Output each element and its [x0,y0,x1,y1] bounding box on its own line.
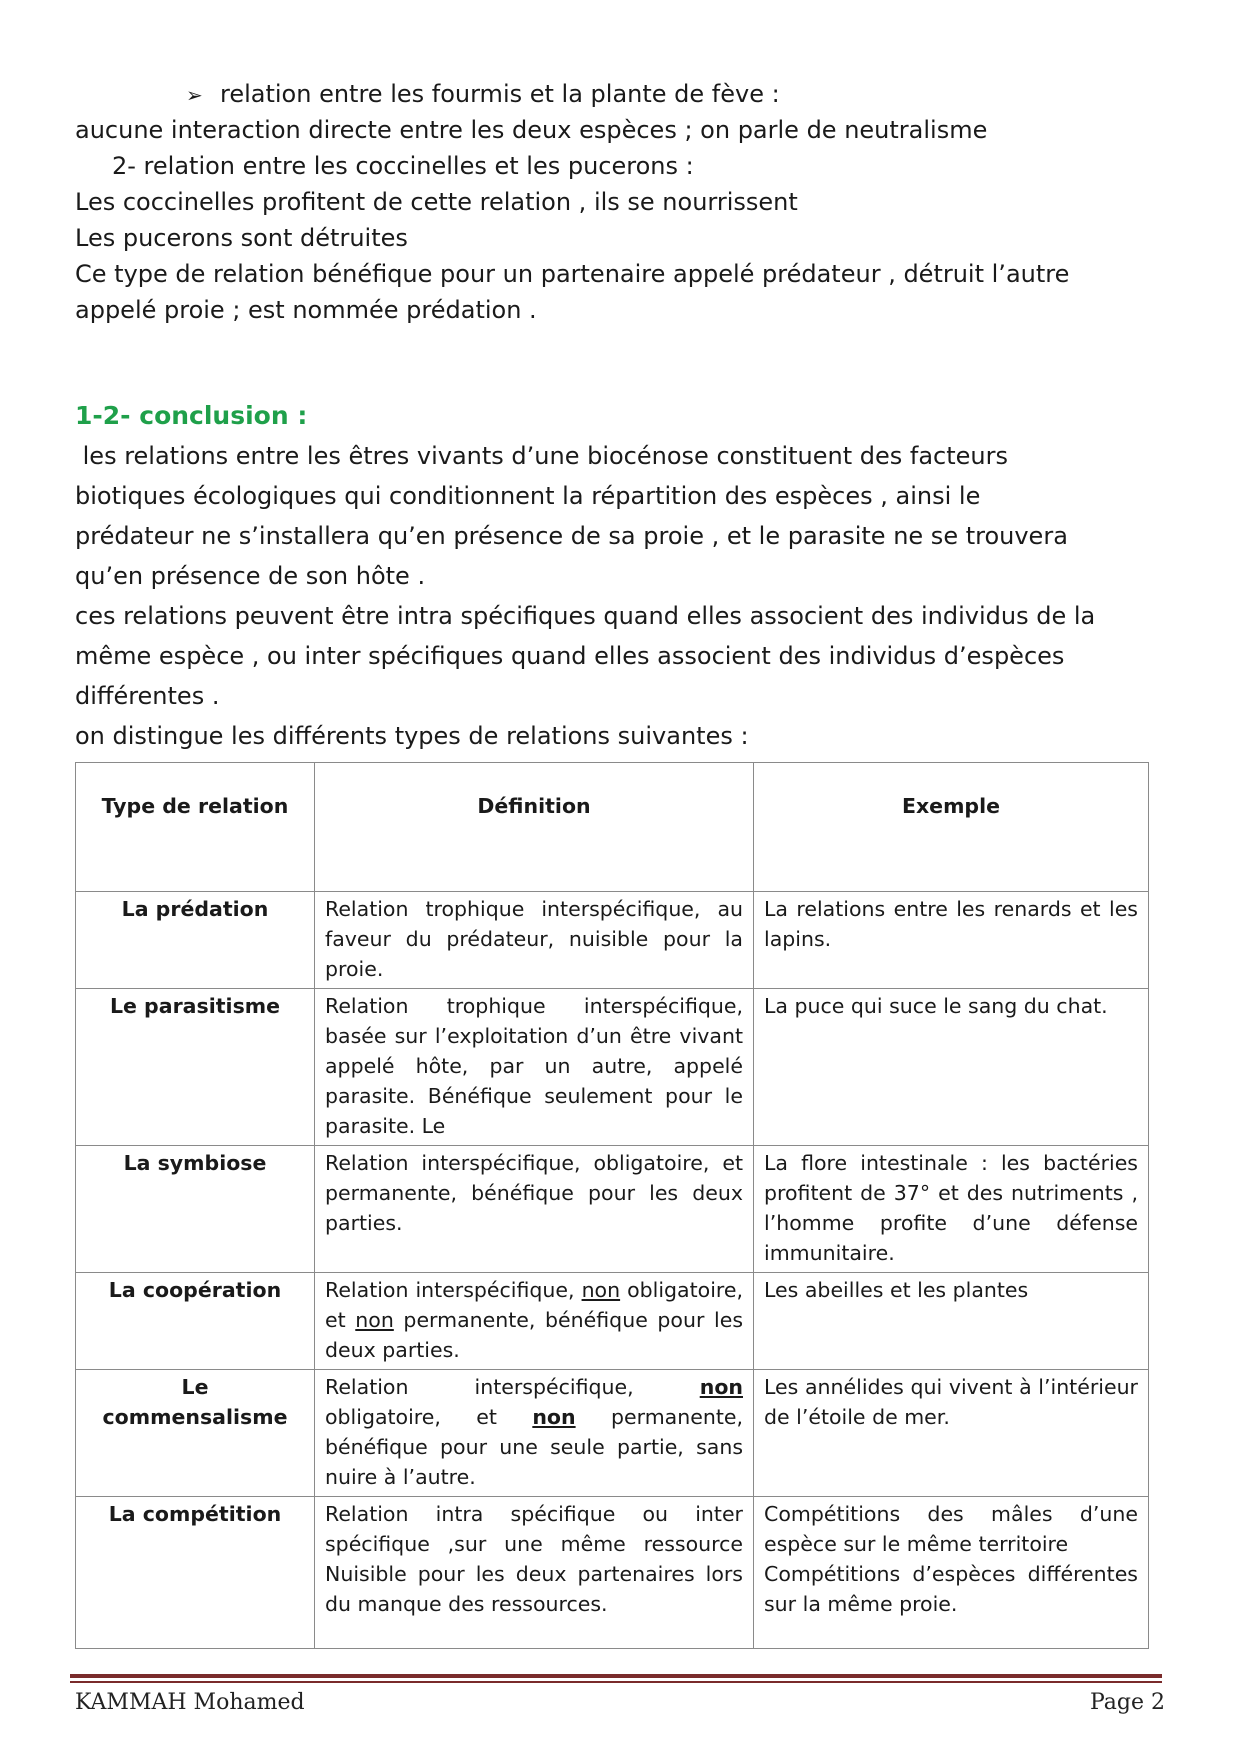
intro-line-3: 2- relation entre les coccinelles et les pucerons : [112,152,694,180]
footer-author: KAMMAH Mohamed [75,1690,305,1715]
conclusion-line-5: ces relations peuvent être intra spécifiques quand elles associent des individus de la [75,602,1096,630]
conclusion-line-4: qu’en présence de son hôte . [75,562,426,590]
row-definition: Relation trophique interspécifique, au faveur du prédateur, nuisible pour la proie. [315,892,754,989]
conclusion-line-1: les relations entre les êtres vivants d’une biocénose constituent des facteurs [75,442,1008,470]
row-example: La relations entre les renards et les lapins. [754,892,1149,989]
intro-line-4: Les coccinelles profitent de cette relation , ils se nourrissent [75,188,798,216]
def-part: Relation interspécifique, [325,1375,700,1399]
row-definition: Relation trophique interspécifique, basée sur l’exploitation d’un être vivant appelé hôte, par un autre, appelé parasite. Bénéfique seulement pour le parasite. Le [315,989,754,1146]
relations-table [75,762,1149,1649]
row-type: Le commensalisme [76,1370,315,1497]
conclusion-line-6: même espèce , ou inter spécifiques quand elles associent des individus d’espèces [75,642,1065,670]
conclusion-heading: 1-2- conclusion : [75,401,308,430]
row-example: La flore intestinale : les bactéries profitent de 37° et des nutriments , l’homme profite d’une défense immunitaire. [754,1146,1149,1273]
row-type: La symbiose [76,1146,315,1273]
intro-line-6: Ce type de relation bénéfique pour un partenaire appelé prédateur , détruit l’autre [75,260,1070,288]
row-example: Les abeilles et les plantes [754,1273,1149,1370]
non-word: non [355,1308,394,1332]
def-part: Relation interspécifique, [325,1278,582,1302]
table-row [76,989,1149,1146]
row-definition: Relation intra spécifique ou inter spécifique ,sur une même ressource Nuisible pour les deux partenaires lors du manque des ressources. [315,1497,754,1649]
table-row [76,892,1149,989]
def-part: obligatoire, et [325,1278,743,1332]
intro-bullet-line [186,74,780,115]
bullet-text: relation entre les fourmis et la plante de fève : [220,80,780,108]
conclusion-line-2: biotiques écologiques qui conditionnent la répartition des espèces , ainsi le [75,482,981,510]
table-row [76,1370,1149,1497]
def-part: obligatoire, et [325,1405,533,1429]
row-type: La compétition [76,1497,315,1649]
conclusion-line-8: on distingue les différents types de relations suivantes : [75,722,749,750]
header-definition: Définition [315,763,754,892]
row-example: Les annélides qui vivent à l’intérieur de l’étoile de mer. [754,1370,1149,1497]
example-line: Compétitions des mâles d’une espèce sur le même territoire [764,1502,1138,1556]
table-row [76,1146,1149,1273]
non-word: non [532,1405,576,1429]
conclusion-line-7: différentes . [75,682,220,710]
row-example: La puce qui suce le sang du chat. [754,989,1149,1146]
footer-rule-thin [70,1681,1162,1683]
footer-rule [70,1674,1162,1678]
conclusion-line-3: prédateur ne s’installera qu’en présence de sa proie , et le parasite ne se trouvera [75,522,1068,550]
row-example [754,1497,1149,1649]
row-type: La prédation [76,892,315,989]
def-part: permanente, bénéfique pour les deux parties. [325,1308,744,1362]
row-definition [315,1273,754,1370]
header-type: Type de relation [76,763,315,892]
non-word: non [581,1278,621,1302]
table-row [76,1497,1149,1649]
example-line: Compétitions d’espèces différentes sur la même proie. [764,1562,1138,1616]
row-type: La coopération [76,1273,315,1370]
arrow-bullet-icon: ➢ [186,83,203,107]
table-row [76,1273,1149,1370]
non-word: non [699,1375,743,1399]
footer-page-number: Page 2 [1089,1690,1165,1715]
table-header-row [76,763,1149,892]
row-definition: Relation interspécifique, obligatoire, et permanente, bénéfique pour les deux parties. [315,1146,754,1273]
def-part: permanente, bénéfique pour une seule partie, sans nuire à l’autre. [325,1405,743,1489]
header-example: Exemple [754,763,1149,892]
intro-line-2: aucune interaction directe entre les deux espèces ; on parle de neutralisme [75,116,988,144]
row-definition [315,1370,754,1497]
row-type: Le parasitisme [76,989,315,1146]
intro-line-5: Les pucerons sont détruites [75,224,408,252]
intro-line-7: appelé proie ; est nommée prédation . [75,296,537,324]
